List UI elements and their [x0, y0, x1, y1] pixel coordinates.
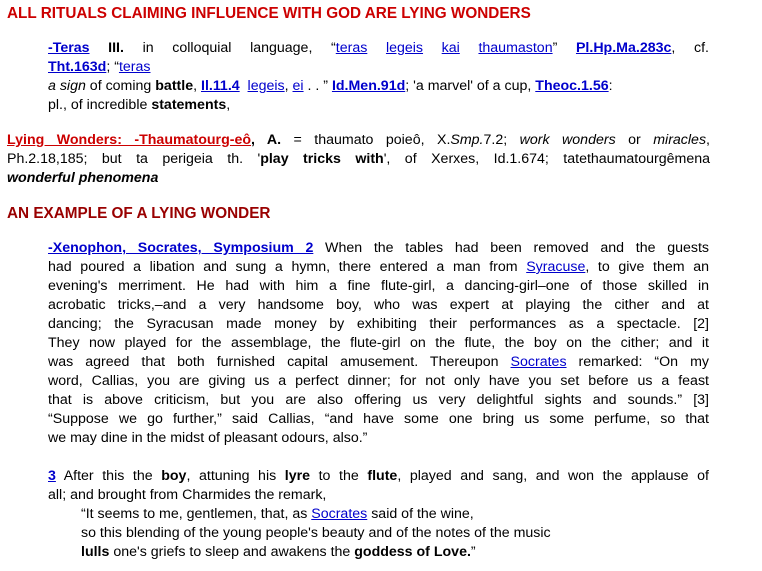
il-ref-link[interactable]: Il.11.4 — [201, 78, 240, 94]
xeno-line-3: evening's merriment. He had with him a fine flute-girl, a dancing-girl–one of those skilled in — [48, 278, 709, 294]
id-men-ref-link[interactable]: Id.Men.91d — [331, 78, 406, 94]
xeno-line-1: -Xenophon, Socrates, Symposium 2 When the tables had been removed and the guests — [48, 240, 710, 256]
kai-word-link[interactable]: kai — [441, 40, 460, 56]
teras-ref-link[interactable]: -Teras — [48, 40, 90, 56]
xeno-line-11: we may dine in the midst of pleasant odours, also.” — [48, 430, 368, 446]
xeno-line-9: that is above criticism, but you are also offering us very delightful sights and sounds.” [3] — [48, 392, 709, 408]
teras-word-link-2[interactable]: teras — [118, 59, 151, 75]
legeis-word-link-2[interactable]: legeis — [247, 78, 285, 94]
xeno-line-2: had poured a libation and sung a hymn, there entered a man from Syracuse, to give them an — [48, 259, 709, 275]
lying-line-2: Ph.2.18,185; but ta perigeia th. 'play tricks with', of Xerxes, Id.1.674; tatethaumatourgêmena — [7, 151, 710, 167]
xeno-line-10: “Suppose we go further,” said Callias, “and have some one bring us some perfume, so that — [48, 411, 709, 427]
lying-line-3: wonderful phenomena — [7, 170, 159, 186]
teras-line-2: Tht.163d; “teras — [48, 59, 151, 75]
teras-line-3: a sign of coming battle, Il.11.4 legeis, ei . . ” Id.Men.91d; 'a marvel' of a cup, Theoc.1.56: — [48, 78, 613, 94]
pl-hp-ma-ref-link[interactable]: Pl.Hp.Ma.283c — [575, 40, 672, 56]
xeno-line-7: was agreed that both furnished capital amusement. Thereupon Socrates remarked: “On my — [48, 354, 709, 370]
tht-ref-link[interactable]: Tht.163d — [48, 59, 107, 75]
teras-word-link[interactable]: teras — [335, 40, 368, 56]
heading-rituals: ALL RITUALS CLAIMING INFLUENCE WITH GOD ARE LYING WONDERS — [7, 5, 531, 22]
xeno-line-8: word, Callias, you are giving us a perfect dinner; for not only have you set before us a feast — [48, 373, 709, 389]
p3-line-2: all; and brought from Charmides the remark, — [48, 487, 327, 503]
heading-example: AN EXAMPLE OF A LYING WONDER — [7, 205, 271, 222]
legeis-word-link[interactable]: legeis — [385, 40, 424, 56]
quote-line-3: lulls one's griefs to sleep and awakens the goddess of Love.” — [81, 544, 476, 560]
xeno-line-5: dancing; the Syracusan made money by exhibiting their performances as a spectacle. [2] — [48, 316, 709, 332]
xeno-line-6: They now played for the assemblage, the flute-girl on the flute, the boy on the cither; and it — [48, 335, 709, 351]
teras-line-1: -Teras III. in colloquial language, “teras legeis kai thaumaston” Pl.Hp.Ma.283c, cf. — [48, 40, 709, 56]
teras-sense: III. — [108, 40, 124, 56]
socrates-link[interactable]: Socrates — [510, 354, 567, 370]
syracuse-link[interactable]: Syracuse — [526, 259, 586, 275]
thaumaston-word-link[interactable]: thaumaston — [478, 40, 553, 56]
ei-word-link[interactable]: ei — [292, 78, 304, 94]
section-3-link[interactable]: 3 — [48, 468, 56, 484]
quote-line-2: so this blending of the young people's beauty and of the notes of the music — [81, 525, 551, 541]
xeno-line-4: acrobatic tricks,–and a very handsome boy, who was expert at playing the cither and at — [48, 297, 709, 313]
lying-wonders-label[interactable]: Lying Wonders: -Thaumatourg-eô — [7, 132, 252, 148]
socrates-link-2[interactable]: Socrates — [311, 506, 368, 522]
teras-line-4: pl., of incredible statements, — [48, 97, 231, 113]
quote-line-1: “It seems to me, gentlemen, that, as Socrates said of the wine, — [81, 506, 474, 522]
p3-line-1: 3 After this the boy, attuning his lyre to the flute, played and sang, and won the applause of — [48, 468, 709, 484]
xenophon-ref-link[interactable]: -Xenophon, Socrates, Symposium 2 — [48, 240, 314, 256]
lying-line-1: Lying Wonders: -Thaumatourg-eô, A. = thaumato poieô, X.Smp.7.2; work wonders or miracles, — [7, 132, 710, 148]
theoc-ref-link[interactable]: Theoc.1.56 — [535, 78, 609, 94]
